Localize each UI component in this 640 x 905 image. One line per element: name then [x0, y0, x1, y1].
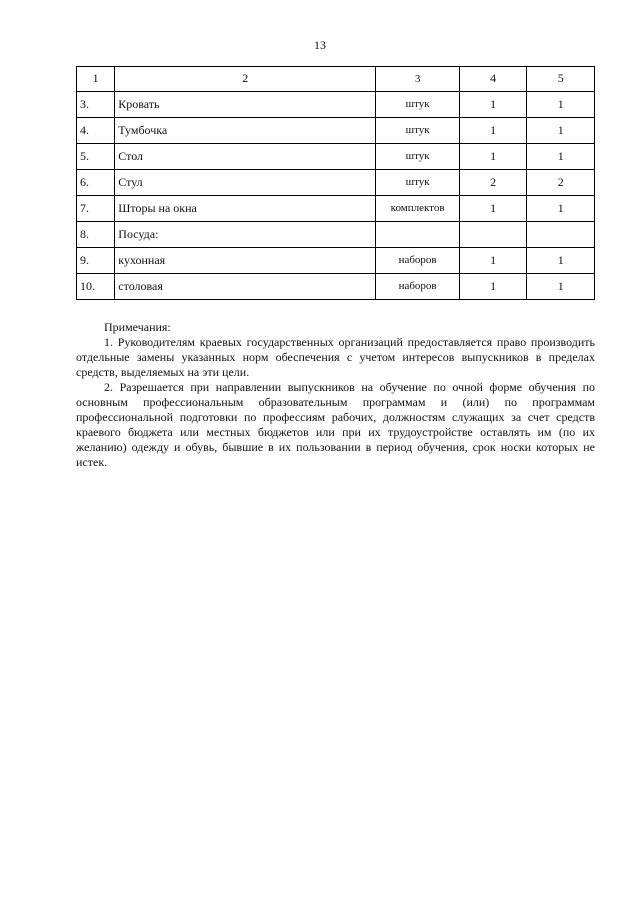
table-row — [77, 92, 595, 118]
row-number-cell: 5. — [77, 144, 115, 170]
quantity-cell: 1 — [459, 92, 527, 118]
item-name-cell: кухонная — [115, 248, 376, 274]
table-header-row — [77, 67, 595, 92]
table-row — [77, 222, 595, 248]
quantity-cell: 1 — [527, 196, 595, 222]
header-cell: 1 — [77, 67, 115, 92]
header-cell: 5 — [527, 67, 595, 92]
row-number-cell: 10. — [77, 274, 115, 300]
unit-cell: комплектов — [376, 196, 460, 222]
header-cell: 4 — [459, 67, 527, 92]
table-row — [77, 248, 595, 274]
norms-table — [76, 66, 595, 300]
unit-cell — [376, 222, 460, 248]
row-number-cell: 3. — [77, 92, 115, 118]
item-name-cell: Стул — [115, 170, 376, 196]
row-number-cell: 6. — [77, 170, 115, 196]
quantity-cell: 1 — [459, 274, 527, 300]
table-row — [77, 144, 595, 170]
row-number-cell: 9. — [77, 248, 115, 274]
quantity-cell: 1 — [527, 248, 595, 274]
quantity-cell: 2 — [459, 170, 527, 196]
header-cell: 3 — [376, 67, 460, 92]
quantity-cell: 1 — [527, 92, 595, 118]
item-name-cell: Кровать — [115, 92, 376, 118]
row-number-cell: 7. — [77, 196, 115, 222]
quantity-cell — [527, 222, 595, 248]
unit-cell: наборов — [376, 274, 460, 300]
unit-cell: штук — [376, 118, 460, 144]
quantity-cell: 1 — [527, 118, 595, 144]
table-row — [77, 274, 595, 300]
row-number-cell: 4. — [77, 118, 115, 144]
item-name-cell: Тумбочка — [115, 118, 376, 144]
table-row — [77, 118, 595, 144]
notes-section — [76, 320, 595, 470]
quantity-cell — [459, 222, 527, 248]
quantity-cell: 1 — [459, 248, 527, 274]
item-name-cell: Шторы на окна — [115, 196, 376, 222]
quantity-cell: 1 — [527, 274, 595, 300]
quantity-cell: 1 — [459, 196, 527, 222]
header-cell: 2 — [115, 67, 376, 92]
table-row — [77, 196, 595, 222]
item-name-cell: Посуда: — [115, 222, 376, 248]
notes-title: Примечания: — [104, 320, 171, 334]
row-number-cell: 8. — [77, 222, 115, 248]
quantity-cell: 2 — [527, 170, 595, 196]
note-item: 1. Руководителям краевых государственных организаций предоставляется право производить отдельные замены указанных норм обеспечения с учетом интересов выпускников в пределах средств, выделяемых на эти цели. — [76, 335, 595, 379]
note-item: 2. Разрешается при направлении выпускников на обучение по очной форме обучения по основным профессиональным образовательным программам и (или) по программам профессиональной подготовки по профессиям рабочих, должностям служащих за счет средств краевого бюджета или местных бюджетов или при их трудоустройстве оставлять им (по их желанию) одежду и обувь, бывшие в их пользовании в период обучения, срок носки которых не истек. — [76, 380, 595, 469]
page-number: 13 — [314, 38, 326, 52]
quantity-cell: 1 — [527, 144, 595, 170]
item-name-cell: столовая — [115, 274, 376, 300]
unit-cell: штук — [376, 170, 460, 196]
table-row — [77, 170, 595, 196]
unit-cell: наборов — [376, 248, 460, 274]
item-name-cell: Стол — [115, 144, 376, 170]
quantity-cell: 1 — [459, 144, 527, 170]
quantity-cell: 1 — [459, 118, 527, 144]
unit-cell: штук — [376, 92, 460, 118]
unit-cell: штук — [376, 144, 460, 170]
